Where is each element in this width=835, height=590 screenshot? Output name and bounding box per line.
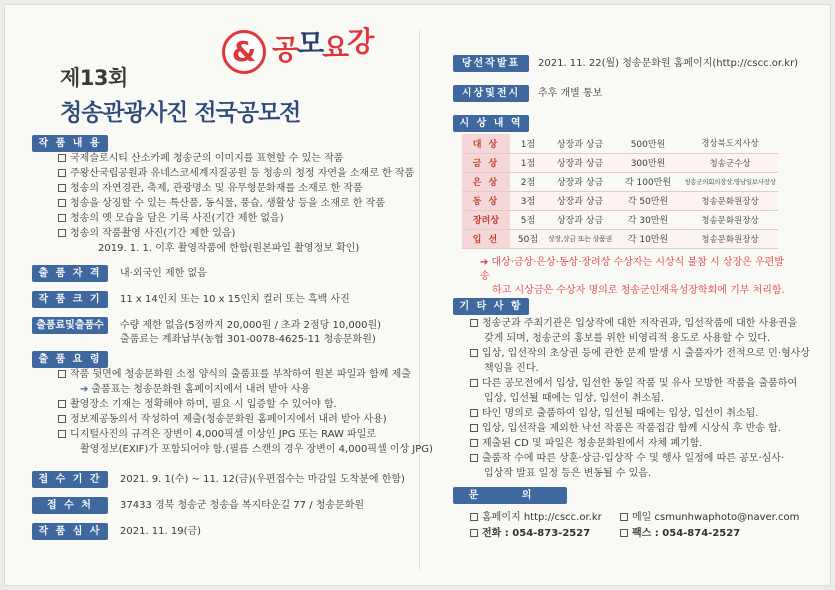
judging-value: 2021. 11. 19(금) — [120, 526, 202, 537]
arrow-right-icon: ➔ — [80, 384, 89, 395]
checkbox-icon — [58, 400, 66, 408]
list-item: 청송의 자연경관, 축제, 관광명소 및 유무형문화재를 소재로 한 작품 — [58, 181, 414, 196]
contact-homepage: 홈페이지 http://cscc.or.kr — [470, 508, 602, 523]
eligibility-value: 내·외국인 제한 없음 — [120, 268, 207, 279]
list-item: 다른 공모전에서 입상, 입선한 동일 작품 및 유사 모방한 작품을 출품하여 — [470, 376, 810, 391]
label-announce: 당선작발표 — [453, 55, 529, 72]
fee-line-1: 수량 제한 없음(5점까지 20,000원 / 초과 2점당 10,000원) — [120, 320, 382, 331]
list-item: 입상, 입선작의 초상권 등에 관한 문제 발생 시 출품자가 전적으로 민·형사상 — [470, 346, 810, 361]
label-size: 작 품 크 기 — [32, 291, 108, 308]
list-item: 촬영정보(EXIF)가 포함되어야 함.(필름 스캔의 경우 장변이 4,000픽셀 이상 JPG) — [80, 444, 433, 455]
checkbox-icon — [470, 409, 478, 417]
label-awards: 시 상 내 역 — [453, 115, 529, 132]
checkbox-icon — [470, 379, 478, 387]
size-value: 11 x 14인치 또는 10 x 15인치 컬러 또는 흑백 사진 — [120, 294, 350, 305]
checkbox-icon — [58, 370, 66, 378]
announce-value: 2021. 11. 22(월) 청송문화원 홈페이지(http://cscc.or.kr) — [538, 58, 799, 69]
arrow-right-icon: ➔ — [480, 257, 489, 268]
awards-table — [462, 134, 778, 249]
checkbox-icon — [620, 513, 628, 521]
list-item: 출품작 수에 따른 상훈·상금·입상작 수 및 행사 일정에 따른 공모·심사· — [470, 451, 810, 466]
contest-char: 강 — [347, 25, 373, 58]
table-row: 은 상 2점 상장과 상금 각 100만원 청송군의회의장상,영남일보사장상 — [462, 172, 778, 191]
list-item: 청송의 작품촬영 사진(기간 제한 있음) — [58, 226, 414, 241]
label-exhibit: 시상및전시 — [453, 85, 529, 102]
list-item: ➔ 출품표는 청송문화원 홈페이지에서 내려 받아 사용 — [80, 384, 311, 395]
contest-guide-heading — [272, 25, 373, 68]
contest-char: 공 — [272, 33, 298, 66]
contact-email: 메일 csmunhwaphoto@naver.com — [620, 508, 799, 523]
exhibit-value: 추후 개별 통보 — [538, 88, 603, 99]
label-misc: 기 타 사 항 — [453, 298, 529, 315]
list-item: 청송을 상징할 수 있는 특산품, 동식물, 풍습, 생활상 등을 소재로 한 작품 — [58, 196, 414, 211]
label-place: 접 수 처 — [32, 497, 108, 514]
list-item: 입상작 발표 일정 등은 변동될 수 있음. — [484, 468, 652, 479]
checkbox-icon — [58, 214, 66, 222]
checkbox-icon — [470, 319, 478, 327]
table-row: 입 선 50점 상장,상금 또는 상품권 각 10만원 청송문화원장상 — [462, 229, 778, 248]
list-item: 갖게 되며, 청송군의 홍보를 위한 비영리적 용도로 사용할 수 있다. — [484, 333, 771, 344]
table-row: 금 상 1점 상장과 상금 300만원 청송군수상 — [462, 153, 778, 172]
checkbox-icon — [58, 229, 66, 237]
table-row: 장려상 5점 상장과 상금 각 30만원 청송문화원장상 — [462, 210, 778, 229]
list-item: 작품 뒷면에 청송문화원 소정 양식의 출품표를 부착하여 원본 파일과 함께 제출 — [58, 367, 433, 382]
list-item: 타인 명의로 출품하여 입상, 입선될 때에는 입상, 입선이 취소됨. — [470, 406, 810, 421]
table-row: 대 상 1점 상장과 상금 500만원 경상북도지사상 — [462, 134, 778, 153]
label-fee: 출품료및출품수 — [32, 317, 108, 334]
title-main: 청송관광사진 전국공모전 — [60, 100, 301, 126]
contest-char: 요 — [322, 31, 348, 64]
ampersand-logo: & — [222, 30, 266, 74]
list-item: 청송군과 주최기관은 입상작에 대한 저작권과, 입선작품에 대한 사용권을 — [470, 316, 810, 331]
checkbox-icon — [58, 184, 66, 192]
guidelines-list — [58, 367, 433, 457]
contact-phone: 전화 : 054-873-2527 — [470, 524, 590, 539]
checkbox-icon — [58, 430, 66, 438]
contest-char: 모 — [297, 27, 323, 60]
awards-note — [480, 256, 790, 298]
checkbox-icon — [470, 439, 478, 447]
period-value: 2021. 9. 1(수) ~ 11. 12(금)(우편접수는 마감일 도착분에 한함) — [120, 474, 405, 485]
table-row: 동 상 3점 상장과 상금 각 50만원 청송문화원장상 — [462, 191, 778, 210]
label-period: 접 수 기 간 — [32, 471, 108, 488]
label-guidelines: 출 품 요 령 — [32, 351, 108, 368]
list-item: 정보제공동의서 작성하여 제출(청송문화원 홈페이지에서 내려 받아 사용) — [58, 412, 433, 427]
checkbox-icon — [58, 169, 66, 177]
list-item: 주왕산국립공원과 유네스코세계지질공원 등 청송의 청정 자연을 소재로 한 작품 — [58, 166, 414, 181]
checkbox-icon — [620, 529, 628, 537]
checkbox-icon — [470, 513, 478, 521]
list-item: 입상, 입선될 때에는 입상, 입선이 취소됨. — [484, 393, 664, 404]
entry-content-list — [58, 151, 414, 256]
checkbox-icon — [58, 154, 66, 162]
checkbox-icon — [470, 454, 478, 462]
list-item: 책임을 진다. — [484, 363, 539, 374]
checkbox-icon — [58, 199, 66, 207]
list-item: 입상, 입선작을 제외한 낙선 작품은 작품접감 함께 시상식 후 반송 함. — [470, 421, 810, 436]
list-item: 청송의 옛 모습을 담은 기록 사진(기간 제한 없음) — [58, 211, 414, 226]
list-item: 국제슬로시티 산소카페 청송군의 이미지를 표현할 수 있는 작품 — [58, 151, 414, 166]
list-item: 촬영장소 기재는 정확해야 하며, 필요 시 입증할 수 있어야 함. — [58, 397, 433, 412]
checkbox-icon — [470, 349, 478, 357]
list-item: 디지털사진의 규격은 장변이 4,000픽셀 이상인 JPG 또는 RAW 파일로 — [58, 427, 433, 442]
awards-note-line-1: ➔ 대상·금상·은상·동상·장려상 수상자는 시상식 불참 시 상장은 우편발송 — [480, 257, 784, 282]
title-edition: 제13회 — [60, 66, 128, 90]
awards-note-line-2: 하고 시상금은 수상자 명의로 청송군인재육성장학회에 기부 처리함. — [492, 285, 785, 296]
misc-list — [470, 316, 810, 481]
list-item-note: 2019. 1. 1. 이후 촬영작품에 한함(원본파일 촬영정보 확인) — [98, 243, 360, 254]
checkbox-icon — [470, 424, 478, 432]
fee-line-2: 출품료는 계좌납부(농협 301-0078-4625-11 청송문화원) — [120, 334, 376, 345]
label-contact: 문 의 — [453, 487, 567, 504]
checkbox-icon — [58, 415, 66, 423]
label-judging: 작 품 심 사 — [32, 523, 108, 540]
label-entry-content: 작 품 내 용 — [32, 135, 108, 152]
title-block — [60, 62, 300, 127]
center-divider — [419, 30, 420, 570]
list-item: 제출된 CD 및 파일은 청송문화원에서 자체 폐기함. — [470, 436, 810, 451]
place-value: 37433 경북 청송군 청송읍 복지타운길 77 / 청송문화원 — [120, 500, 365, 511]
label-eligibility: 출 품 자 격 — [32, 265, 108, 282]
contact-fax: 팩스 : 054-874-2527 — [620, 524, 740, 539]
checkbox-icon — [470, 529, 478, 537]
